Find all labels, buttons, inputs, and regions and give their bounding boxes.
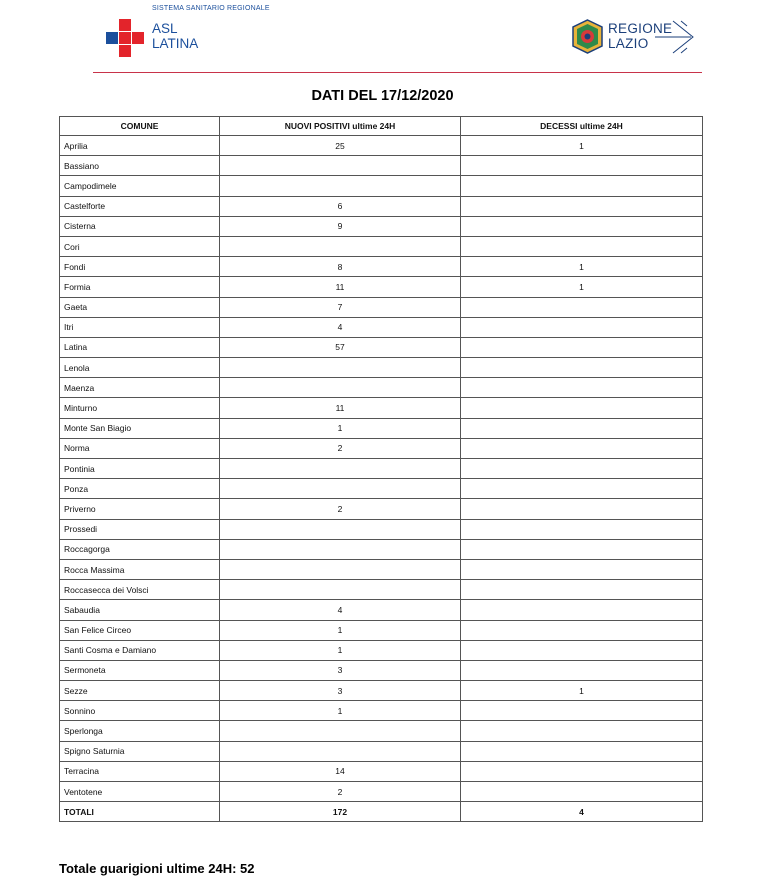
cell-comune: Minturno xyxy=(60,398,220,418)
cell-comune: Lenola xyxy=(60,358,220,378)
cell-decessi xyxy=(461,176,703,196)
cell-comune: Spigno Saturnia xyxy=(60,741,220,761)
table-row xyxy=(60,741,703,761)
cell-nuovi-positivi xyxy=(220,519,461,539)
cell-decessi xyxy=(461,398,703,418)
header-decessi: DECESSI ultime 24H xyxy=(461,117,703,136)
table-row xyxy=(60,378,703,398)
table-row xyxy=(60,681,703,701)
table-total-row xyxy=(60,802,703,822)
table-row xyxy=(60,479,703,499)
covid-data-table xyxy=(59,116,703,822)
table-row xyxy=(60,620,703,640)
table-row xyxy=(60,398,703,418)
cell-decessi xyxy=(461,337,703,357)
cell-nuovi-positivi: 2 xyxy=(220,499,461,519)
cell-comune: Latina xyxy=(60,337,220,357)
cell-nuovi-positivi xyxy=(220,479,461,499)
cell-decessi xyxy=(461,358,703,378)
cell-nuovi-positivi: 2 xyxy=(220,438,461,458)
cell-comune: Aprilia xyxy=(60,136,220,156)
cell-nuovi-positivi: 3 xyxy=(220,660,461,680)
cell-comune: Itri xyxy=(60,317,220,337)
header-nuovi-positivi: NUOVI POSITIVI ultime 24H xyxy=(220,117,461,136)
cell-nuovi-positivi: 9 xyxy=(220,216,461,236)
cell-comune: Sabaudia xyxy=(60,600,220,620)
asl-name xyxy=(152,21,198,51)
cell-decessi xyxy=(461,236,703,256)
red-blue-cross-icon xyxy=(106,19,144,57)
cell-comune: Fondi xyxy=(60,257,220,277)
cell-decessi xyxy=(461,438,703,458)
asl-subtitle: SISTEMA SANITARIO REGIONALE xyxy=(152,5,270,12)
table-header-row xyxy=(60,117,703,136)
cell-nuovi-positivi xyxy=(220,580,461,600)
table-row xyxy=(60,701,703,721)
cell-comune: Castelforte xyxy=(60,196,220,216)
total-comune: TOTALI xyxy=(60,802,220,822)
cell-nuovi-positivi: 6 xyxy=(220,196,461,216)
cell-nuovi-positivi xyxy=(220,539,461,559)
cell-comune: Cisterna xyxy=(60,216,220,236)
regione-lazio-emblem-icon xyxy=(571,19,604,54)
cell-comune: Ventotene xyxy=(60,782,220,802)
table-row xyxy=(60,660,703,680)
cell-nuovi-positivi xyxy=(220,176,461,196)
cell-decessi xyxy=(461,539,703,559)
asl-name-line2: LATINA xyxy=(152,36,199,51)
table-row xyxy=(60,761,703,781)
cell-decessi xyxy=(461,559,703,579)
total-recovered-text: Totale guarigioni ultime 24H: 52 xyxy=(59,861,255,876)
cell-decessi xyxy=(461,196,703,216)
cell-decessi: 1 xyxy=(461,681,703,701)
asl-latina-logo xyxy=(106,5,286,60)
cell-nuovi-positivi: 4 xyxy=(220,317,461,337)
cell-comune: Prossedi xyxy=(60,519,220,539)
cell-comune: Roccasecca dei Volsci xyxy=(60,580,220,600)
cell-nuovi-positivi: 8 xyxy=(220,257,461,277)
cell-comune: Cori xyxy=(60,236,220,256)
cell-nuovi-positivi: 1 xyxy=(220,418,461,438)
table-body xyxy=(60,136,703,822)
total-decessi: 4 xyxy=(461,802,703,822)
table-row xyxy=(60,559,703,579)
table-row xyxy=(60,721,703,741)
cell-decessi xyxy=(461,640,703,660)
table-row xyxy=(60,216,703,236)
table-row xyxy=(60,136,703,156)
cell-decessi xyxy=(461,782,703,802)
cell-nuovi-positivi: 11 xyxy=(220,277,461,297)
cell-nuovi-positivi: 1 xyxy=(220,620,461,640)
cell-nuovi-positivi xyxy=(220,156,461,176)
cell-decessi xyxy=(461,479,703,499)
cell-nuovi-positivi xyxy=(220,559,461,579)
table-row xyxy=(60,640,703,660)
cell-comune: San Felice Circeo xyxy=(60,620,220,640)
table-row xyxy=(60,236,703,256)
header-divider xyxy=(93,72,702,73)
cell-decessi xyxy=(461,156,703,176)
cell-comune: Santi Cosma e Damiano xyxy=(60,640,220,660)
cell-decessi xyxy=(461,721,703,741)
cell-comune: Norma xyxy=(60,438,220,458)
cell-decessi: 1 xyxy=(461,277,703,297)
cell-nuovi-positivi xyxy=(220,358,461,378)
table-row xyxy=(60,358,703,378)
cell-nuovi-positivi xyxy=(220,378,461,398)
cell-nuovi-positivi: 14 xyxy=(220,761,461,781)
cell-decessi xyxy=(461,580,703,600)
cell-nuovi-positivi: 4 xyxy=(220,600,461,620)
cell-nuovi-positivi: 1 xyxy=(220,640,461,660)
cell-comune: Rocca Massima xyxy=(60,559,220,579)
table-row xyxy=(60,277,703,297)
cell-comune: Bassiano xyxy=(60,156,220,176)
cell-decessi: 1 xyxy=(461,257,703,277)
cell-comune: Formia xyxy=(60,277,220,297)
table-row xyxy=(60,337,703,357)
cell-decessi: 1 xyxy=(461,136,703,156)
cell-decessi xyxy=(461,297,703,317)
page-title: DATI DEL 17/12/2020 xyxy=(311,88,454,104)
cell-decessi xyxy=(461,701,703,721)
cell-comune: Sonnino xyxy=(60,701,220,721)
table-row xyxy=(60,600,703,620)
cell-comune: Terracina xyxy=(60,761,220,781)
cell-decessi xyxy=(461,620,703,640)
lazio-line1: REGIONE xyxy=(608,21,673,36)
cell-comune: Sermoneta xyxy=(60,660,220,680)
cell-nuovi-positivi: 57 xyxy=(220,337,461,357)
cell-nuovi-positivi xyxy=(220,721,461,741)
cell-comune: Ponza xyxy=(60,479,220,499)
cell-decessi xyxy=(461,519,703,539)
cell-decessi xyxy=(461,660,703,680)
cell-decessi xyxy=(461,317,703,337)
cell-comune: Maenza xyxy=(60,378,220,398)
cell-nuovi-positivi: 3 xyxy=(220,681,461,701)
table-row xyxy=(60,782,703,802)
cell-comune: Gaeta xyxy=(60,297,220,317)
cell-comune: Campodimele xyxy=(60,176,220,196)
table-row xyxy=(60,580,703,600)
table-row xyxy=(60,176,703,196)
cell-nuovi-positivi: 1 xyxy=(220,701,461,721)
lazio-chevron-lines-icon xyxy=(655,19,695,55)
cell-nuovi-positivi xyxy=(220,741,461,761)
cell-decessi xyxy=(461,600,703,620)
table-row xyxy=(60,499,703,519)
cell-comune: Roccagorga xyxy=(60,539,220,559)
cell-nuovi-positivi xyxy=(220,459,461,479)
table-row xyxy=(60,539,703,559)
cell-comune: Monte San Biagio xyxy=(60,418,220,438)
cell-decessi xyxy=(461,761,703,781)
cell-comune: Sperlonga xyxy=(60,721,220,741)
cell-nuovi-positivi: 7 xyxy=(220,297,461,317)
cell-comune: Pontinia xyxy=(60,459,220,479)
table-row xyxy=(60,156,703,176)
header-comune: COMUNE xyxy=(60,117,220,136)
cell-decessi xyxy=(461,216,703,236)
regione-lazio-logo xyxy=(571,19,696,57)
table-row xyxy=(60,317,703,337)
cell-comune: Sezze xyxy=(60,681,220,701)
cell-nuovi-positivi: 2 xyxy=(220,782,461,802)
asl-name-line1: ASL xyxy=(152,21,178,36)
cell-decessi xyxy=(461,378,703,398)
cell-decessi xyxy=(461,741,703,761)
cell-comune: Priverno xyxy=(60,499,220,519)
table-row xyxy=(60,257,703,277)
cell-decessi xyxy=(461,459,703,479)
table-row xyxy=(60,418,703,438)
table-row xyxy=(60,297,703,317)
lazio-line2: LAZIO xyxy=(608,36,649,51)
table-row xyxy=(60,196,703,216)
table-row xyxy=(60,459,703,479)
table-row xyxy=(60,438,703,458)
cell-nuovi-positivi: 11 xyxy=(220,398,461,418)
cell-nuovi-positivi xyxy=(220,236,461,256)
cell-decessi xyxy=(461,418,703,438)
cell-decessi xyxy=(461,499,703,519)
cell-nuovi-positivi: 25 xyxy=(220,136,461,156)
total-nuovi-positivi: 172 xyxy=(220,802,461,822)
table-row xyxy=(60,519,703,539)
